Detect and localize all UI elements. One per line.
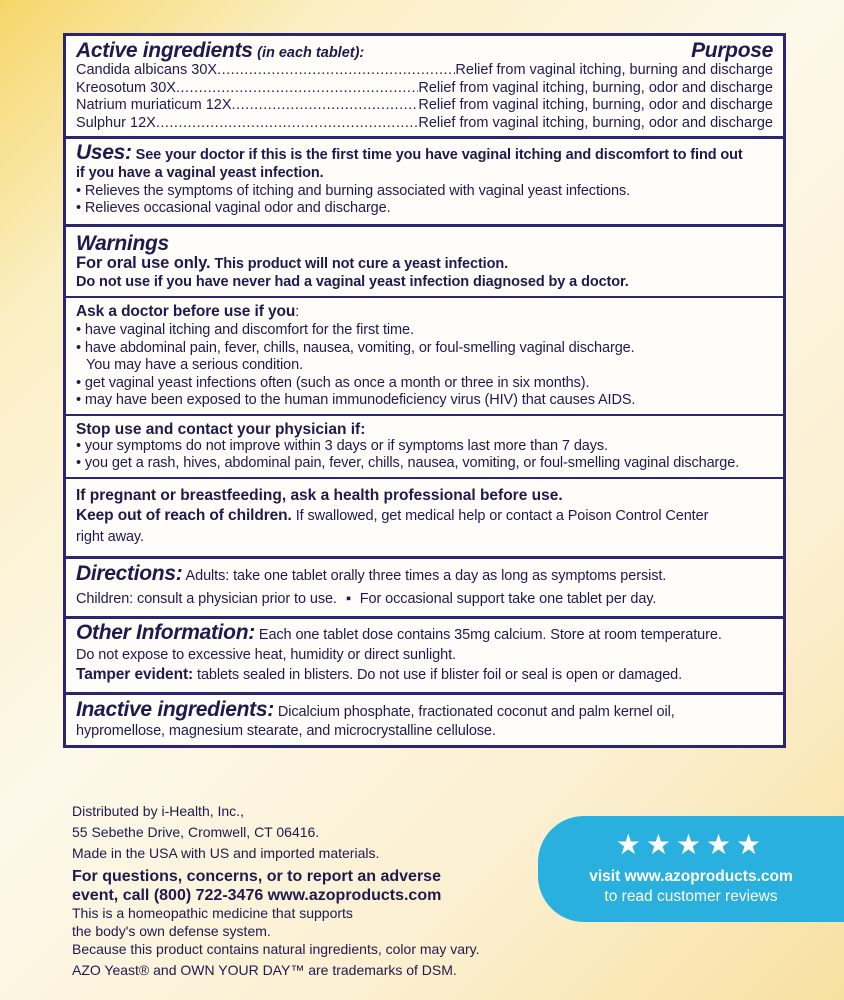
- inactive-heading: Inactive ingredients:: [76, 697, 274, 721]
- uses-heading: Uses:: [76, 141, 132, 164]
- natural-ingredients-line: Because this product contains natural ingredients, color may vary.: [72, 941, 480, 957]
- uses-bullet: • Relieves occasional vaginal odor and discharge.: [76, 200, 391, 216]
- leader-dots: [232, 97, 419, 115]
- stop-bullet: • your symptoms do not improve within 3 days or if symptoms last more than 7 days.: [76, 437, 608, 454]
- drug-facts-panel: [63, 33, 786, 748]
- ask-bullet: • may have been exposed to the human immunodeficiency virus (HIV) that causes AIDS.: [76, 392, 636, 408]
- warnings-section: [66, 227, 783, 559]
- five-stars-icon: ★★★★★: [615, 829, 767, 860]
- ask-doctor-label: Ask a doctor before use if you: [76, 303, 296, 320]
- homeopathic-line: This is a homeopathic medicine that supports: [72, 905, 353, 921]
- other-info-line2: Do not expose to excessive heat, humidity or direct sunlight.: [76, 646, 456, 663]
- active-ingredients-section: [66, 36, 783, 139]
- reviews-promo-badge: [538, 816, 844, 922]
- purpose-heading: Purpose: [691, 39, 773, 62]
- directions-children: Children: consult a physician prior to use.: [76, 590, 337, 607]
- ask-doctor-colon: :: [295, 304, 300, 320]
- directions-section: [66, 559, 783, 619]
- ingredient-row: [76, 97, 773, 115]
- ingredient-row: [76, 80, 773, 98]
- bullet-square: ▪: [345, 590, 351, 607]
- customer-reviews-text: to read customer reviews: [604, 888, 778, 905]
- ask-bullet: • have abdominal pain, fever, chills, nausea, vomiting, or foul-smelling vaginal discharge.: [76, 339, 635, 356]
- visit-website-link[interactable]: visit www.azoproducts.com: [589, 868, 793, 885]
- ask-doctor-block: [66, 298, 783, 416]
- uses-intro: See your doctor if this is the first time you have vaginal itching and discomfort to find out: [135, 147, 743, 163]
- inactive-line1: Dicalcium phosphate, fractionated coconut and palm kernel oil,: [277, 703, 675, 720]
- keep-out-label: Keep out of reach of children.: [76, 506, 292, 524]
- oral-use-text: This product will not cure a yeast infection.: [214, 255, 509, 272]
- active-ingredients-heading: Active ingredients: [76, 39, 253, 62]
- ingredient-name: Natrium muriaticum 12X: [76, 97, 232, 113]
- ask-bullet: • get vaginal yeast infections often (such as once a month or three in six months).: [76, 374, 590, 391]
- directions-adults: Adults: take one tablet orally three times a day as long as symptoms persist.: [185, 567, 667, 584]
- ingredient-purpose: Relief from vaginal itching, burning, odor and discharge: [418, 114, 773, 131]
- pregnancy-text: If pregnant or breastfeeding, ask a health professional before use.: [76, 486, 563, 504]
- questions-line: For questions, concerns, or to report an adverse: [72, 868, 441, 885]
- questions-line-cont: event, call (800) 722-3476 www.azoproducts.com: [72, 887, 442, 904]
- other-info-heading: Other Information:: [76, 620, 255, 644]
- inactive-ingredients-section: [66, 695, 783, 746]
- homeopathic-line-cont: the body's own defense system.: [72, 923, 271, 939]
- trademark-line: AZO Yeast® and OWN YOUR DAY™ are trademarks of DSM.: [72, 962, 457, 978]
- oral-use-label: For oral use only.: [76, 253, 211, 272]
- ingredient-name: Kreosotum 30X: [76, 79, 176, 96]
- stop-use-block: [66, 416, 783, 479]
- ingredient-purpose: Relief from vaginal itching, burning, odor and discharge: [418, 79, 773, 96]
- pregnancy-block: [66, 479, 783, 556]
- warnings-header: [66, 227, 783, 299]
- address-line: 55 Sebethe Drive, Cromwell, CT 06416.: [72, 824, 320, 840]
- ingredient-row: [76, 115, 773, 133]
- directions-heading: Directions:: [76, 561, 183, 585]
- stop-use-label: Stop use and contact your physician if:: [76, 420, 366, 438]
- leader-dots: [176, 80, 418, 98]
- ingredient-row: [76, 62, 773, 80]
- footer: [72, 803, 542, 978]
- leader-dots: [156, 115, 419, 133]
- do-not-use-text: Do not use if you have never had a vaginal yeast infection diagnosed by a doctor.: [76, 273, 629, 290]
- uses-section: [66, 139, 783, 227]
- uses-bullet: • Relieves the symptoms of itching and burning associated with vaginal yeast infections.: [76, 182, 631, 199]
- ingredient-purpose: Relief from vaginal itching, burning and discharge: [455, 62, 773, 78]
- keep-out-text: If swallowed, get medical help or contact a Poison Control Center: [295, 507, 709, 524]
- other-info-section: [66, 619, 783, 695]
- uses-intro-cont: if you have a vaginal yeast infection.: [76, 165, 324, 181]
- ask-bullet-cont: You may have a serious condition.: [86, 357, 304, 373]
- tamper-text: tablets sealed in blisters. Do not use if blister foil or seal is open or damaged.: [197, 666, 683, 683]
- keep-out-text-cont: right away.: [76, 528, 144, 545]
- distributor-line: Distributed by i-Health, Inc.,: [72, 803, 244, 819]
- inactive-line2: hypromellose, magnesium stearate, and microcrystalline cellulose.: [76, 722, 496, 739]
- ask-bullet: • have vaginal itching and discomfort for the first time.: [76, 322, 414, 338]
- tamper-label: Tamper evident:: [76, 665, 194, 683]
- ingredient-purpose: Relief from vaginal itching, burning, odor and discharge: [418, 97, 773, 113]
- ingredient-name: Candida albicans 30X: [76, 62, 218, 78]
- made-in-line: Made in the USA with US and imported materials.: [72, 845, 380, 861]
- directions-support: For occasional support take one tablet per day.: [359, 590, 657, 607]
- other-info-line1: Each one tablet dose contains 35mg calcium. Store at room temperature.: [258, 626, 722, 643]
- stop-bullet: • you get a rash, hives, abdominal pain, fever, chills, nausea, vomiting, or foul-smelling vaginal discharge.: [76, 455, 740, 471]
- active-ingredients-subtitle: (in each tablet):: [257, 45, 365, 61]
- leader-dots: [217, 62, 455, 80]
- warnings-heading: Warnings: [76, 231, 169, 255]
- ingredient-name: Sulphur 12X: [76, 114, 156, 131]
